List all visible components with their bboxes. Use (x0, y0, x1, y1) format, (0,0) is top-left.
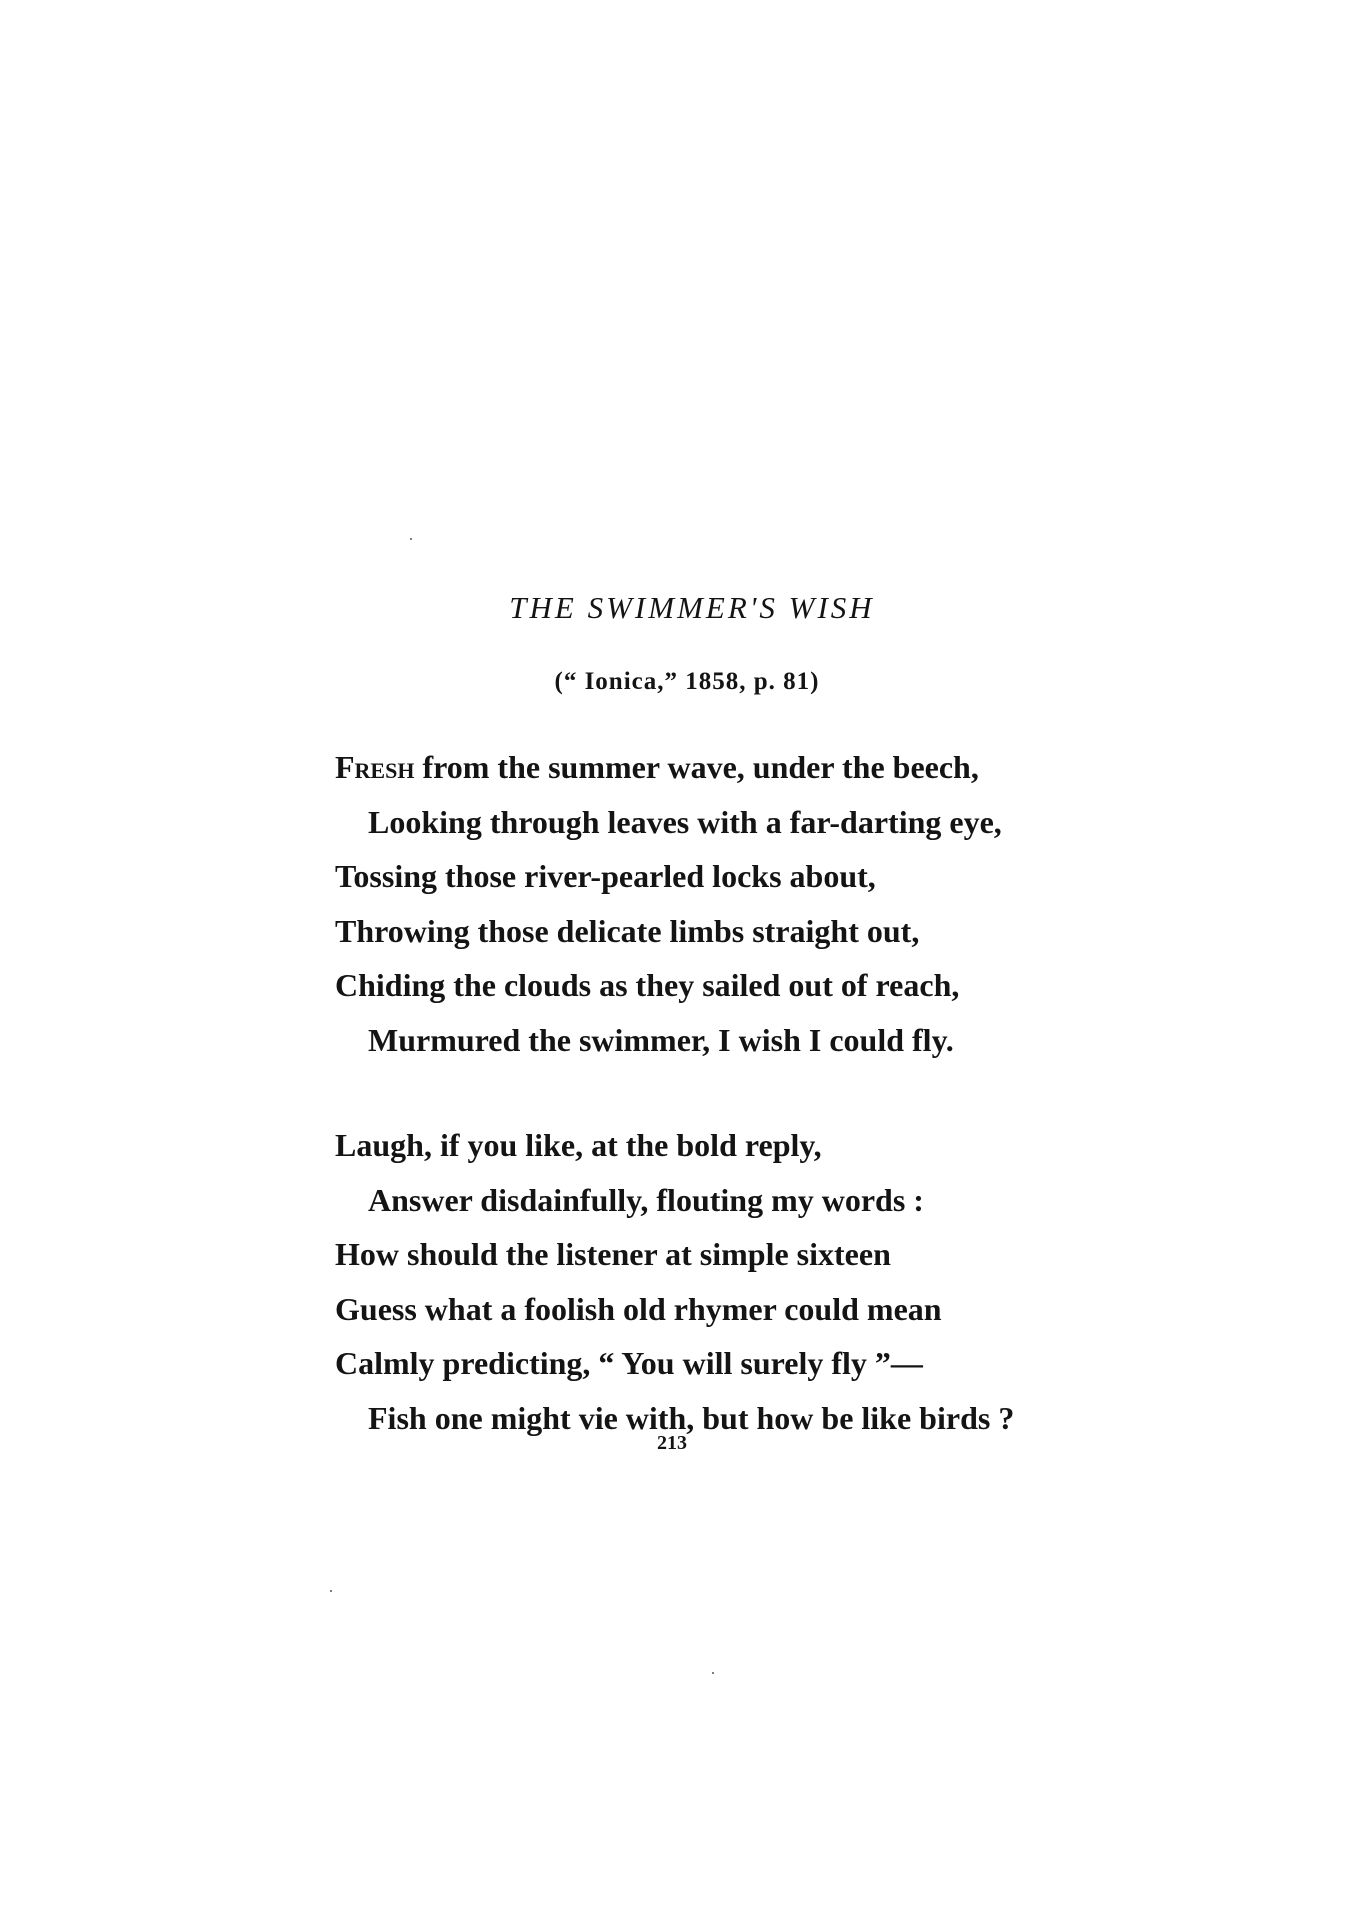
poem-line: Answer disdainfully, flouting my words : (368, 1181, 924, 1218)
poem-title: THE SWIMMER'S WISH (509, 590, 875, 625)
page-number: 213 (657, 1432, 687, 1454)
poem-line: How should the listener at simple sixteen (335, 1236, 891, 1272)
poem-line: Tossing those river-pearled locks about, (335, 858, 876, 894)
scan-speck (712, 1672, 714, 1674)
scan-speck (330, 1590, 332, 1592)
poem-line: Laugh, if you like, at the bold reply, (335, 1127, 822, 1163)
poem-source-citation: (“ Ionica,” 1858, p. 81) (554, 668, 820, 695)
poem-line: Murmured the swimmer, I wish I could fly. (368, 1021, 954, 1058)
poem-line: Fish one might vie with, but how be like birds ? (368, 1399, 1015, 1436)
stanza-2 (335, 1118, 1095, 1445)
line-text: from the summer wave, under the beech, (414, 749, 979, 785)
drop-word: Fresh (335, 749, 415, 785)
poem-line: Guess what a foolish old rhymer could mean (335, 1290, 942, 1327)
scan-speck (410, 538, 412, 540)
poem-line: Calmly predicting, “ You will surely fly ”— (335, 1345, 923, 1381)
poem-line: Looking through leaves with a far-darting eye, (368, 803, 1002, 840)
stanza-1 (335, 740, 1095, 1067)
poem-line: Throwing those delicate limbs straight out, (335, 912, 920, 949)
poem-line: Chiding the clouds as they sailed out of reach, (335, 967, 960, 1003)
poem-line (335, 740, 1095, 795)
